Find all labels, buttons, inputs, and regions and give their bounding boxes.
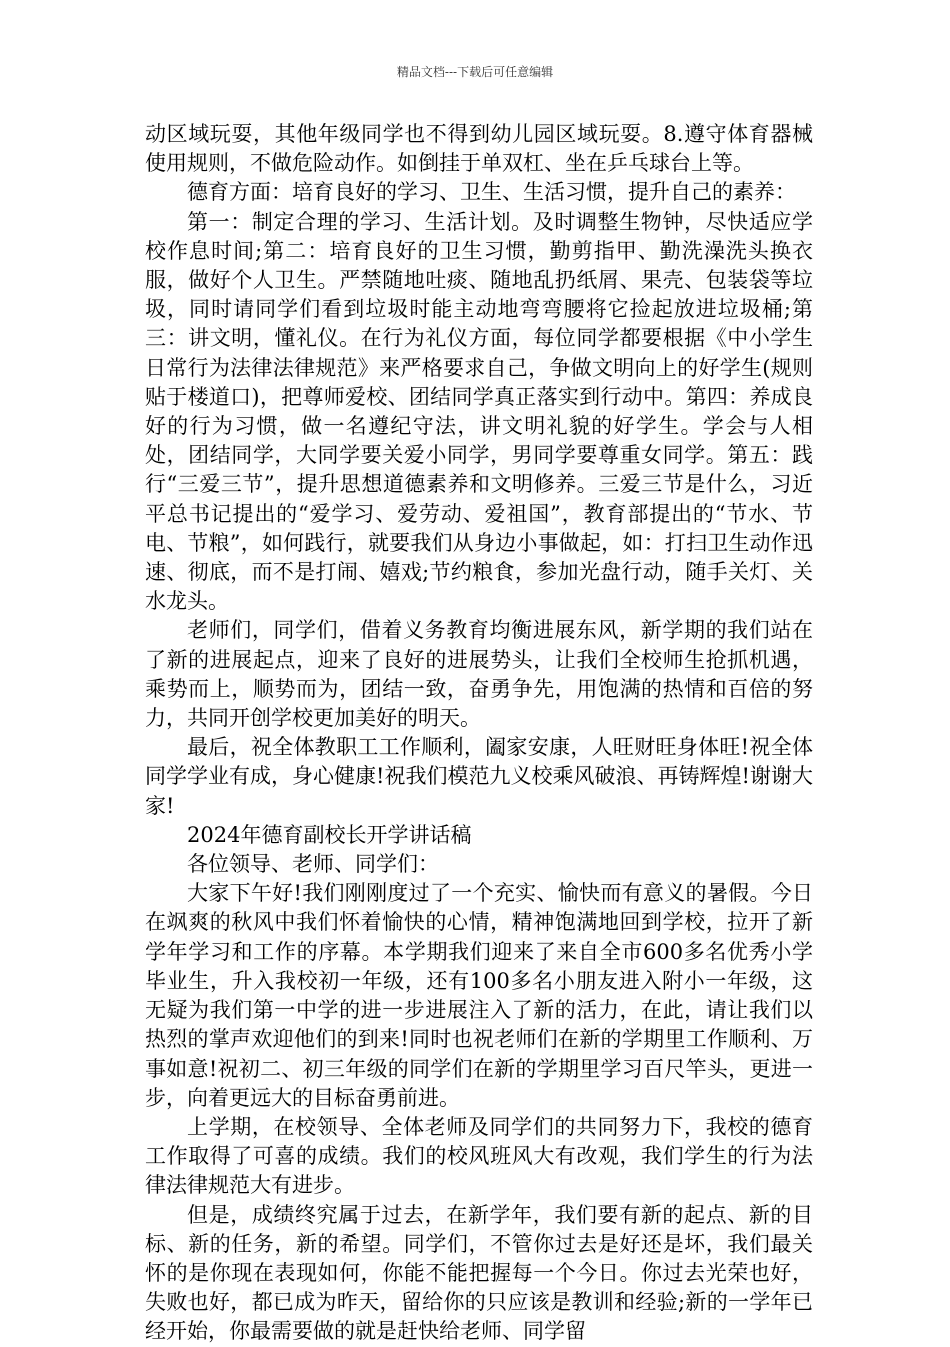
paragraph-4: 老师们，同学们，借着义务教育均衡进展东风，新学期的我们站在了新的进展起点，迎来了良好的进展势头，让我们全校师生抢抓机遇，乘势而上，顺势而为，团结一致，奋勇争先，用饱满的热情和百倍的努力，共同开创学校更加美好的明天。 bbox=[145, 618, 813, 731]
paragraph-5: 最后，祝全体教职工工作顺利，阖家安康，人旺财旺身体旺!祝全体同学学业有成，身心健康!祝我们模范九义校乘风破浪、再铸辉煌!谢谢大家! bbox=[145, 735, 813, 818]
salutation: 各位领导、老师、同学们： bbox=[187, 852, 439, 877]
paragraph-10: 但是，成绩终究属于过去，在新学年，我们要有新的起点、新的目标、新的任务，新的希望。同学们，不管你过去是好还是坏，我们最关怀的是你现在表现如何，你能不能把握每一个今日。你过去光荣也好，失败也好，都已成为昨天，留给你的只应该是教训和经验;新的一学年已经开始，你最需要做的就是赶快给老师、同学留 bbox=[145, 1202, 813, 1344]
paragraph-3: 第一：制定合理的学习、生活计划。及时调整生物钟，尽快适应学校作息时间;第二：培育良好的卫生习惯，勤剪指甲、勤洗澡洗头换衣服，做好个人卫生。严禁随地吐痰、随地乱扔纸屑、果壳、包装袋等垃圾，同时请同学们看到垃圾时能主动地弯弯腰将它捡起放进垃圾桶;第三：讲文明，懂礼仪。在行为礼仪方面，每位同学都要根据《中小学生日常行为法律法律规范》来严格要求自己，争做文明向上的好学生(规则贴于楼道口)，把尊师爱校、团结同学真正落实到行动中。第四：养成良好的行为习惯，做一名遵纪守法，讲文明礼貌的好学生。学会与人相处，团结同学，大同学要关爱小同学，男同学要尊重女同学。第五：践行“三爱三节”，提升思想道德素养和文明修养。三爱三节是什么，习近平总书记提出的“爱学习、爱劳动、爱祖国”，教育部提出的“节水、节电、节粮”，如何践行，就要我们从身边小事做起，如：打扫卫生动作迅速、彻底，而不是打闹、嬉戏;节约粮食，参加光盘行动，随手关灯、关水龙头。 bbox=[145, 209, 813, 614]
section-title: 2024年德育副校长开学讲话稿 bbox=[187, 822, 472, 847]
paragraph-1: 动区域玩耍，其他年级同学也不得到幼儿园区域玩耍。8.遵守体育器械使用规则，不做危险动作。如倒挂于单双杠、坐在乒乓球台上等。 bbox=[145, 122, 813, 176]
document-body bbox=[145, 120, 813, 1347]
page-header: 精品文档---下载后可任意编辑 bbox=[396, 65, 554, 79]
paragraph-2: 德育方面：培育良好的学习、卫生、生活习惯，提升自己的素养： bbox=[187, 180, 796, 205]
paragraph-9: 上学期，在校领导、全体老师及同学们的共同努力下，我校的德育工作取得了可喜的成绩。我们的校风班风大有改观，我们学生的行为法律法律规范大有进步。 bbox=[145, 1114, 813, 1198]
paragraph-8: 大家下午好!我们刚刚度过了一个充实、愉快而有意义的暑假。今日在飒爽的秋风中我们怀着愉快的心情，精神饱满地回到学校，拉开了新学年学习和工作的序幕。本学期我们迎来了来自全市600多名优秀小学毕业生，升入我校初一年级，还有100多名小朋友进入附小一年级，这无疑为我们第一中学的进一步进展注入了新的活力，在此，请让我们以热烈的掌声欢迎他们的到来!同时也祝老师们在新的学期里工作顺利、万事如意!祝初二、初三年级的同学们在新的学期里学习百尺竿头，更进一步，向着更远大的目标奋勇前进。 bbox=[145, 881, 813, 1110]
